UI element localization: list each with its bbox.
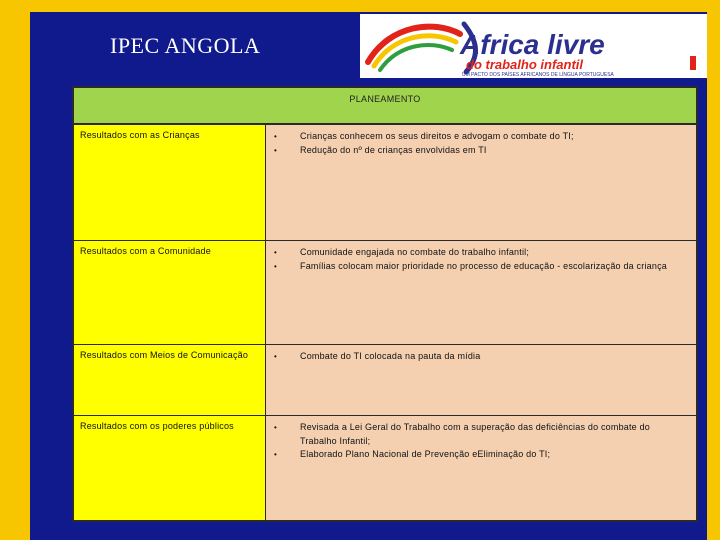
item-text: Comunidade engajada no combate do trabalho infantil; (300, 247, 530, 257)
list-item (266, 260, 688, 274)
item-text: Elaborado Plano Nacional de Prevenção eEliminação do TI; (300, 449, 551, 459)
table-row (74, 345, 696, 416)
row-content (266, 416, 696, 520)
row-label: Resultados com as Crianças (74, 125, 266, 240)
logo-tagline: UM PACTO DOS PAÍSES AFRICANOS DE LÍNGUA PORTUGUESA (462, 72, 614, 78)
logo-text-main: Africa livre (460, 29, 605, 60)
list-item (266, 144, 688, 158)
row-content (266, 125, 696, 240)
bullet-icon: • (274, 450, 278, 459)
item-text: Famílias colocam maior prioridade no processo de educação - escolarização da criança (300, 260, 667, 271)
list-item (266, 246, 688, 260)
table-header (74, 88, 696, 125)
bullet-icon: • (274, 261, 278, 271)
logo-text-sub: do trabalho infantil (466, 57, 583, 72)
row-label: Resultados com os poderes públicos (74, 416, 266, 520)
row-label: Resultados com a Comunidade (74, 241, 266, 344)
item-text: Revisada a Lei Geral do Trabalho com a superação das deficiências do combate do Trabalho Infantil; (300, 422, 650, 446)
item-text: Combate do TI colocada na pauta da mídia (300, 351, 481, 361)
row-label: Resultados com Meios de Comunicação (74, 345, 266, 415)
table-row (74, 416, 696, 520)
page-title: IPEC ANGOLA (110, 33, 261, 58)
africa-livre-logo (360, 14, 707, 78)
item-text: Crianças conhecem os seus direitos e advogam o combate do TI; (300, 131, 574, 141)
bullet-icon: • (274, 423, 278, 432)
list-item (266, 448, 688, 462)
list-item (266, 421, 688, 448)
logo-graphic (360, 14, 707, 78)
planning-table (72, 86, 698, 522)
table-row (74, 125, 696, 241)
bullet-icon: • (274, 145, 278, 155)
row-content (266, 345, 696, 415)
bullet-icon: • (274, 132, 278, 141)
list-item (266, 130, 688, 144)
side-stripe (707, 12, 720, 540)
row-content (266, 241, 696, 344)
bullet-icon: • (274, 248, 278, 257)
table-heading: PLANEAMENTO (349, 94, 421, 104)
item-text: Redução do nº de crianças envolvidas em TI (300, 144, 487, 155)
list-item (266, 350, 688, 364)
table-row (74, 241, 696, 345)
bullet-icon: • (274, 352, 278, 361)
